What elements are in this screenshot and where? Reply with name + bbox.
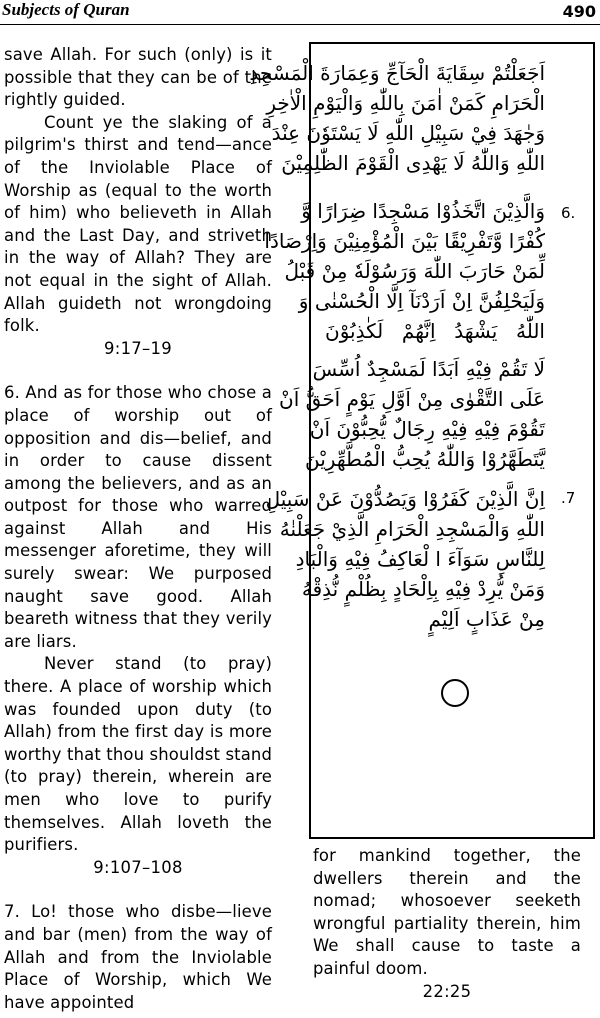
arabic-line: الْحَرَامِ كَمَنْ اٰمَنَ بِاللّٰهِ وَالْيَوْمِ الْاٰخِرِ [266,91,545,115]
verse-number-7: .7 [561,489,576,507]
arabic-line: وَالَّذِيْنَ اتَّخَذُوْا مَسْجِدًا ضِرَارًا وَّ [301,199,545,223]
arabic-line: وَمَنْ يُّرِدْ فِيْهِ بِاِلْحَادٍ بِظُلْمٍ نُّذِقْهُ [301,577,545,601]
verse-reference-9-17: 9:17–19 [104,338,172,358]
arabic-line: اِنَّ الَّذِيْنَ كَفَرُوْا وَيَصُدُّوْنَ عَنْ سَبِيْلِ [265,487,545,511]
book-title: Subjects of Quran [2,0,130,19]
paragraph-9-19: Count ye the slaking of a pilgrim's thirst and tend—ance of the Inviolable Place of Worship as (equal to the worth of him) who believeth in Allah and the Last Day, and striveth in the way of Allah? They are not equal in the sight of Allah. Allah guideth not wrongdoing folk. [4,112,272,336]
paragraph-never-stand: Never stand (to pray) there. A place of worship which was founded upon duty (to Allah) from the first day is more worthy that thou shouldst stand (to pray) therein, wherein are men who love to purify themselves. Allah loveth the purifiers. [4,654,272,855]
arabic-line: عَلَى التَّقْوٰى مِنْ اَوَّلِ يَوْمٍ اَحَقُّ اَنْ [279,387,545,411]
verse-number-6: 6. [561,204,576,222]
arabic-line: اللّٰهِ وَالْمَسْجِدِ الْحَرَامِ الَّذِيْ جَعَلْنٰهُ [279,517,545,541]
right-column [313,845,581,1003]
arabic-line: كُفْرًا وَّتَفْرِيْقًا بَيْنَ الْمُؤْمِنِيْنَ وَاِرْصَادًا [264,229,545,253]
verse-reference-9-107: 9:107–108 [93,857,183,877]
arabic-line: لَا تَقُمْ فِيْهِ اَبَدًا لَمَسْجِدٌ اُسِّسَ [312,357,545,381]
arabic-text-box [249,42,595,839]
circle-ornament [441,679,469,707]
header-divider [0,24,600,25]
arabic-line: لِّمَنْ حَارَبَ اللّٰهَ وَرَسُوْلَهٗ مِنْ قَبْلُ [284,259,545,283]
arabic-line: وَلَيَحْلِفُنَّ اِنْ اَرَدْنَآ اِلَّا الْحُسْنٰى وَ [298,289,545,313]
arabic-line: لِلنَّاسِ سَوَآءَ ا لْعَاكِفُ فِيْهِ وَالْبَادِ [295,547,545,571]
paragraph-22-25: for mankind together, the dwellers therein and the nomad; whosoever seeketh wrongful partiality therein, him We shall cause to taste a painful doom. [313,846,581,978]
arabic-line: مِنْ عَذَابٍ اَلِيْمٍ [428,607,545,631]
verse-reference-22-25: 22:25 [422,981,472,1001]
arabic-line: اللّٰهِ وَاللّٰهُ لَا يَهْدِى الْقَوْمَ الظّٰلِمِيْنَ [281,151,545,175]
left-column [4,44,272,1014]
arabic-line: اللّٰهُ يَشْهَدُ اِنَّهُمْ لَكٰذِبُوْنَ [325,319,545,343]
paragraph-6: 6. And as for those who chose a place of worship out of opposition and dis—belief, and in order to cause dissent among the believers, and as an outpost for those who warred against Allah and His messenger aforetime, they will surely swear: We purposed naught save good. Allah beareth witness that they verily are liars. [4,383,272,651]
paragraph-7: 7. Lo! those who disbe—lieve and bar (men) from the way of Allah and from the Inviolable Place of Worship, which We have appointed [4,902,272,1012]
arabic-line: وَجٰهَدَ فِيْ سَبِيْلِ اللّٰهِ لَا يَسْتَوٗنَ عِنْدَ [271,121,545,145]
arabic-line: اَجَعَلْتُمْ سِقَايَةَ الْحَآجِّ وَعِمَارَةَ الْمَسْجِدِ [249,61,545,85]
paragraph-intro: save Allah. For such (only) is it possible that they can be of the rightly guided. [4,45,272,110]
page-number: 490 [562,2,596,21]
arabic-line: يَّتَطَهَّرُوْا وَاللّٰهُ يُحِبُّ الْمُطَّهِّرِيْنَ [305,447,545,471]
arabic-line: تَقُوْمَ فِيْهِ فِيْهِ رِجَالٌ يُّحِبُّوْنَ اَنْ [309,417,545,441]
